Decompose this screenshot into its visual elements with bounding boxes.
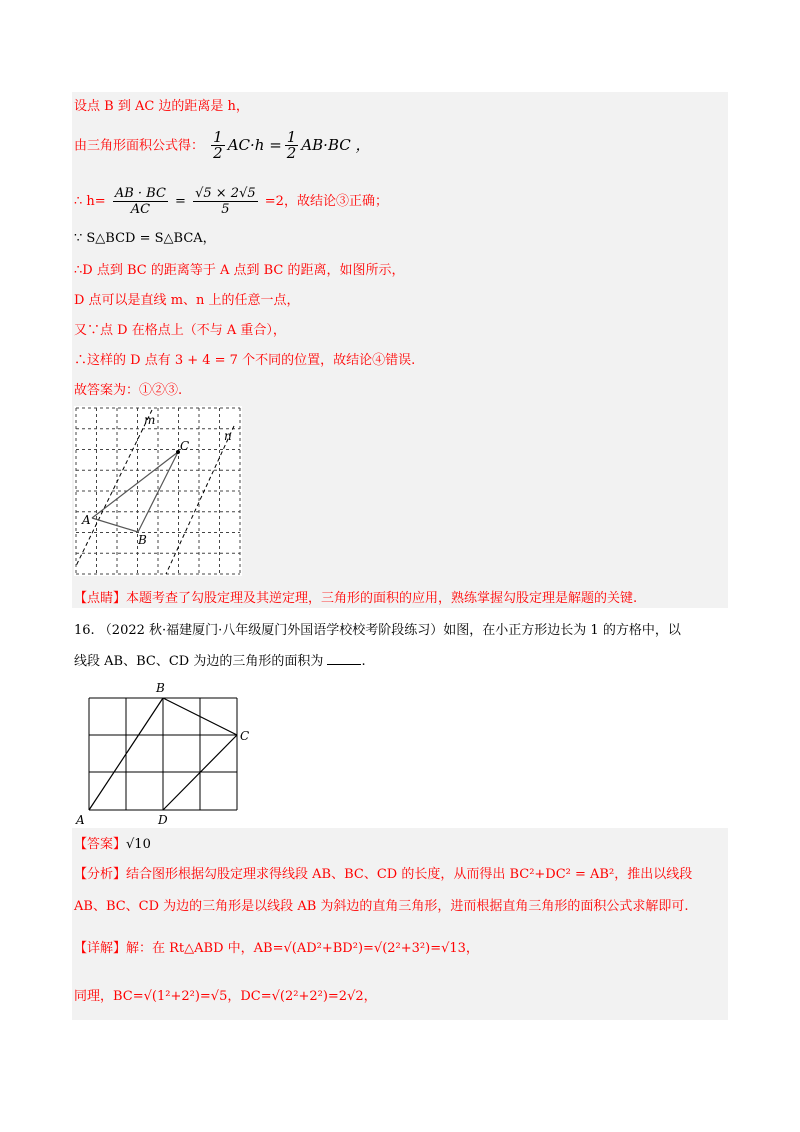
label-a: A	[82, 513, 91, 527]
half-den-1: 2	[213, 144, 223, 162]
area-formula-mid: AC·h =	[227, 135, 282, 154]
h-fraction-2	[193, 186, 258, 217]
q16-line-1: 16. （2022 秋·福建厦门·八年级厦门外国语学校校考阶段练习）如图，在小正方形边长为 1 的方格中，以	[74, 623, 681, 638]
label-m: m	[144, 413, 156, 427]
half-fraction-1	[211, 130, 225, 161]
line-d-lattice: 又∵点 D 在格点上（不与 A 重合），	[74, 323, 286, 338]
fig2-label-d: D	[158, 813, 168, 826]
line-d-on-lines: D 点可以是直线 m、n 上的任意一点，	[74, 293, 300, 308]
h-den-1: AC	[130, 202, 151, 217]
half-fraction-2	[285, 130, 299, 161]
line-dianjing	[74, 590, 637, 608]
h-conclusion: =2，故结论③正确；	[264, 194, 388, 209]
half-num-2: 1	[286, 128, 297, 146]
label-n: n	[224, 429, 232, 443]
q16-line-2	[74, 652, 366, 671]
line-answer-summary: 故答案为：①②③.	[74, 383, 183, 398]
label-c: C	[180, 439, 190, 453]
answer-blank	[327, 652, 361, 665]
detail-tag: 【详解】	[74, 941, 127, 956]
h-fraction-1	[113, 186, 168, 217]
analysis-tag: 【分析】	[74, 867, 127, 882]
dianjing-text: 本题考查了勾股定理及其逆定理，三角形的面积的应用，熟练掌握勾股定理是解题的关键.	[126, 591, 638, 606]
line-distance-h: 设点 B 到 AC 边的距离是 h，	[74, 99, 249, 114]
line-d-count: ∴这样的 D 点有 3 + 4 = 7 个不同的位置，故结论④错误.	[74, 353, 416, 368]
line-area-equal: ∵ S△BCD = S△BCA，	[74, 231, 216, 246]
line-area-formula	[74, 130, 371, 161]
solid-grid-lines	[89, 698, 237, 810]
line-distance-equal: ∴D 点到 BC 的距离等于 A 点到 BC 的距离，如图所示，	[74, 263, 405, 278]
h-den-2: 5	[221, 202, 230, 217]
detail-text-1: 解：在 Rt△ABD 中，AB=√(AD²+BD²)=√(2²+3²)=√13，	[126, 941, 479, 956]
line-analysis-2: AB、BC、CD 为边的三角形是以线段 AB 为斜边的直角三角形，进而根据直角三角形的面积公式求解即可.	[74, 899, 689, 914]
q16-line-2-end: .	[361, 654, 366, 669]
label-b: B	[138, 533, 147, 547]
h-num-2: √5 × 2√5	[195, 186, 256, 201]
grid-figure-1	[74, 406, 242, 576]
grid-figure-2	[74, 678, 254, 826]
area-formula-expr	[208, 128, 371, 162]
fig2-label-b: B	[156, 681, 165, 695]
dianjing-tag: 【点睛】	[74, 591, 127, 606]
h-num-1: AB · BC	[114, 186, 166, 201]
line-detail-2: 同理，BC=√(1²+2²)=√5，DC=√(2²+2²)=2√2，	[74, 989, 377, 1004]
half-num-1: 1	[213, 128, 223, 146]
line-answer	[74, 836, 151, 854]
fig2-label-c: C	[240, 729, 250, 743]
q16-line-2-text: 线段 AB、BC、CD 为边的三角形的面积为	[74, 654, 324, 669]
area-formula-end: AB·BC ，	[301, 135, 371, 154]
answer-tag: 【答案】	[74, 837, 127, 852]
fig2-label-a: A	[76, 813, 85, 826]
line-h-value: ∴ h= $\frac{AB \cdot BC}{AC}$ = $\frac{√5 \times 2√5}{5}$ =2，故结论③正确；	[74, 186, 388, 217]
half-den-2: 2	[286, 144, 297, 162]
h-label: ∴ h=	[74, 194, 106, 209]
analysis-text-1: 结合图形根据勾股定理求得线段 AB、BC、CD 的长度，从而得出 BC²+DC² = AB²，推出以线段	[126, 867, 693, 882]
line-detail-1	[74, 940, 479, 958]
answer-value: √10	[126, 837, 151, 852]
line-analysis-1	[74, 866, 692, 884]
area-formula-label: 由三角形面积公式得：	[74, 138, 205, 154]
